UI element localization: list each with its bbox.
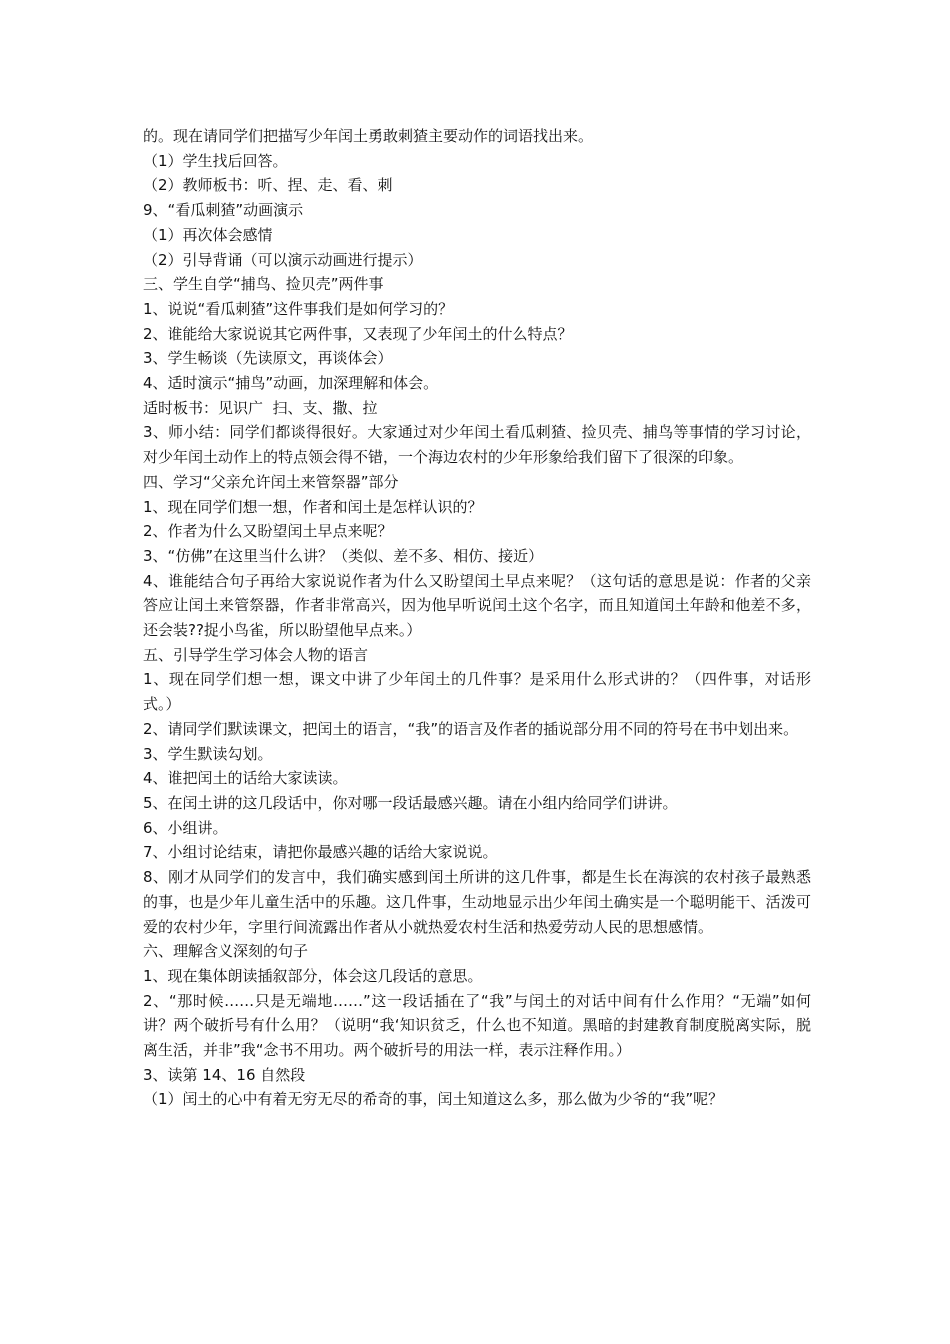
section-heading: 四、学习“父亲允许闰土来管祭器”部分 (143, 472, 399, 491)
text-line: 9、“看瓜刺猹”动画演示 (143, 201, 304, 220)
text-line: （1）再次体会感情 (143, 225, 273, 244)
text-line: （2）教师板书：听、捏、走、看、刺 (143, 176, 393, 195)
paragraph: 8、刚才从同学们的发言中，我们确实感到闰土所讲的这几件事，都是生长在海滨的农村孩子最熟悉的事，也是少年儿童生活中的乐趣。这几件事，生动地显示出少年闰土确实是一个聪明能干、活泼可爱的农村少年，字里行间流露出作者从小就热爱农村生活和热爱劳动人民的思想感情。 (143, 868, 811, 936)
text-line: 4、适时演示“捕鸟”动画，加深理解和体会。 (143, 374, 439, 393)
section-heading: 五、引导学生学习体会人物的语言 (143, 645, 369, 664)
text-line: 适时板书：见识广 扫、支、撒、拉 (143, 398, 378, 417)
text-line: 1、现在同学们想一想，作者和闰土是怎样认识的？ (143, 497, 483, 516)
text-line: 3、学生默读勾划。 (143, 744, 273, 763)
paragraph: 2、“那时候……只是无端地……”这一段话插在了“我”与闰土的对话中间有什么作用？“无端”如何讲？两个破折号有什么用？（说明“我‘知识贫乏，什么也不知道。黑暗的封建教育制度脱离实际，脱离生活，并非”我“念书不用功。两个破折号的用法一样，表示注释作用。） (143, 991, 811, 1060)
paragraph: 4、谁能结合句子再给大家说说作者为什么又盼望闰土早点来呢？（这句话的意思是说：作者的父亲答应让闰土来管祭器，作者非常高兴，因为他早听说闰土这个名字，而且知道闰土年龄和他差不多，还会装??捉小鸟雀，所以盼望他早点来。） (143, 571, 811, 640)
text-line: 1、现在集体朗读插叙部分，体会这几段话的意思。 (143, 966, 483, 985)
paragraph: 2、请同学们默读课文，把闰土的语言，“我”的语言及作者的插说部分用不同的符号在书中划出来。 (143, 719, 799, 738)
text-line: 5、在闰土讲的这几段话中，你对哪一段话最感兴趣。请在小组内给同学们讲讲。 (143, 793, 678, 812)
text-line: 2、谁能给大家说说其它两件事，又表现了少年闰土的什么特点？ (143, 324, 573, 343)
section-heading: 三、学生自学“捕鸟、捡贝壳”两件事 (143, 275, 384, 294)
section-heading: 六、理解含义深刻的句子 (143, 942, 309, 961)
text-line: 4、谁把闰土的话给大家读读。 (143, 769, 348, 788)
text-line: 7、小组讨论结束，请把你最感兴趣的话给大家说说。 (143, 843, 498, 862)
paragraph: 3、师小结：同学们都谈得很好。大家通过对少年闰土看瓜刺猹、捡贝壳、捕鸟等事情的学习讨论，对少年闰土动作上的特点领会得不错，一个海边农村的少年形象给我们留下了很深的印象。 (143, 423, 811, 467)
text-line: 6、小组讲。 (143, 818, 228, 837)
text-line: 2、作者为什么又盼望闰土早点来呢？ (143, 522, 393, 541)
paragraph: 1、现在同学们想一想，课文中讲了少年闰土的几件事？是采用什么形式讲的？（四件事，对话形式。） (143, 670, 811, 714)
text-line: （2）引导背诵（可以演示动画进行提示） (143, 250, 423, 269)
text-line: 3、学生畅谈（先读原文，再谈体会） (143, 349, 393, 368)
text-line: 的。现在请同学们把描写少年闰土勇敢刺猹主要动作的词语找出来。 (143, 127, 594, 145)
text-line: 1、说说“看瓜刺猹”这件事我们是如何学习的？ (143, 299, 454, 318)
text-line: （1）闰土的心中有着无穷无尽的希奇的事，闰土知道这么多，那么做为少爷的“我”呢？ (143, 1090, 724, 1109)
text-line: 3、“仿佛”在这里当什么讲？（类似、差不多、相仿、接近） (143, 546, 544, 565)
text-line: 3、读第 14、16 自然段 (143, 1065, 306, 1084)
text-line: （1）学生找后回答。 (143, 151, 288, 170)
document-body (143, 124, 811, 1112)
